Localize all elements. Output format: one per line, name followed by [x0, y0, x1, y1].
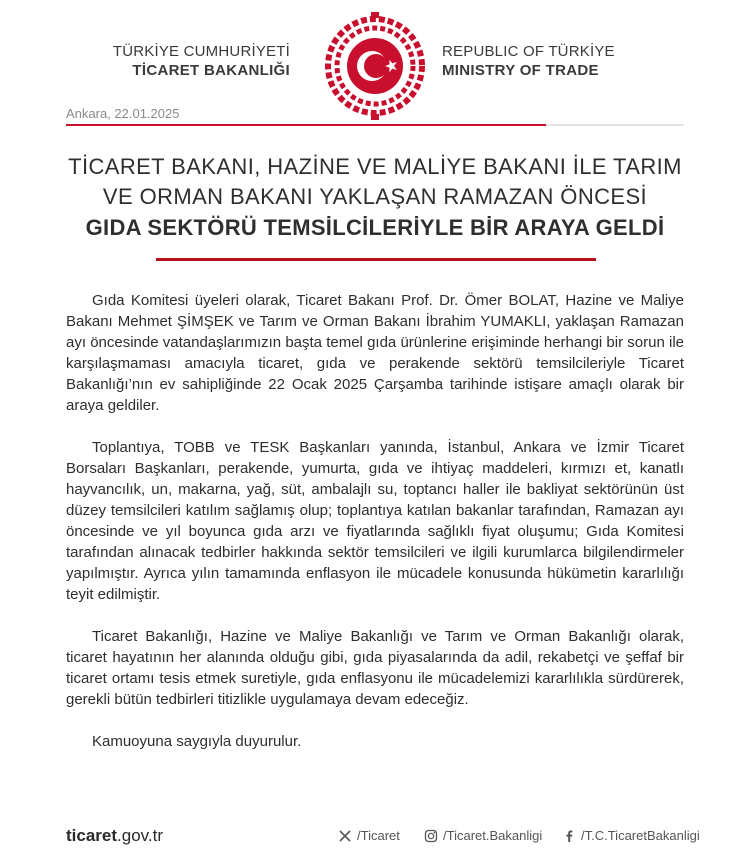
ministry-emblem-icon — [321, 12, 429, 120]
facebook-handle: /T.C.TicaretBakanligi — [581, 828, 700, 843]
facebook-social-link[interactable] — [562, 828, 700, 843]
letterhead — [0, 10, 750, 110]
instagram-icon — [424, 829, 438, 843]
body-paragraph: Toplantıya, TOBB ve TESK Başkanları yanında, İstanbul, Ankara ve İzmir Ticaret Borsaları Başkanları, perakende, yumurta, gıda ve ihtiyaç maddeleri, kırmızı et, kanatlı hayvancılık, un, makarna, yağ, süt, ambalajlı su, toptancı haller ile bakliyat sektörünün üst düzey temsilcileri katılım sağlamış olup; toplantıya katılan bakanlar tarafından, Ramazan ayı öncesinde ve yıl boyunca gıda arzı ve fiyatlarında sağlıklı fiyat oluşumu; Gıda Komitesi tarafından alınacak tedbirler hakkında sektör temsilcileri ve ilgili kurumlarca bilgilendirmeler yapılmıştır. Ayrıca yılın tamamında enflasyon ile mücadele konusunda hükümetin kararlılığı teyit edilmiştir. — [66, 439, 684, 603]
title-line-3: GIDA SEKTÖRÜ TEMSİLCİLERİYLE BİR ARAYA GELDİ — [85, 215, 665, 240]
ministry-name-en: MINISTRY OF TRADE — [442, 62, 599, 79]
x-social-link[interactable] — [338, 828, 400, 843]
website-domain-rest: .gov.tr — [117, 826, 164, 845]
press-release-body — [66, 290, 684, 752]
website-link[interactable] — [66, 826, 163, 846]
title-line-2: VE ORMAN BAKANI YAKLAŞAN RAMAZAN ÖNCESİ — [102, 184, 648, 209]
instagram-handle: /Ticaret.Bakanligi — [443, 828, 543, 843]
x-icon — [338, 829, 352, 843]
footer — [0, 826, 750, 856]
body-paragraph: Ticaret Bakanlığı, Hazine ve Maliye Bakanlığı ve Tarım ve Orman Bakanlığı olarak, ticaret hayatının her alanında olduğu gibi, gıda piyasalarında da adil, rekabetçi ve şeffaf bir ticaret ortamı tesis etmek suretiyle, gıda enflasyonu ile mücadelemizi kararlılıkla sürdürerek, gerekli bütün tedbirleri titizlikle uygulamaya devam edeceğiz. — [66, 628, 684, 708]
republic-name-en: REPUBLIC OF TÜRKİYE — [442, 43, 615, 60]
title-divider — [156, 258, 596, 261]
header-divider-accent — [66, 124, 546, 126]
release-date: Ankara, 22.01.2025 — [66, 106, 180, 121]
facebook-icon — [562, 829, 576, 843]
x-handle: /Ticaret — [357, 828, 400, 843]
header-divider — [66, 124, 684, 126]
ministry-name-tr: TİCARET BAKANLIĞI — [132, 62, 290, 79]
body-paragraph: Gıda Komitesi üyeleri olarak, Ticaret Bakanı Prof. Dr. Ömer BOLAT, Hazine ve Maliye Bakanı Mehmet ŞİMŞEK ve Tarım ve Orman Bakanı İbrahim YUMAKLI, yaklaşan Ramazan ayı öncesinde vatandaşlarımızın başta temel gıda ürünlerine erişiminde herhangi bir sorun ile karşılaşmaması amacıyla ticaret, gıda ve perakende sektörü temsilcileriyle Ticaret Bakanlığı’nın ev sahipliğinde 22 Ocak 2025 Çarşamba tarihinde istişare amaçlı olarak bir araya geldiler. — [66, 292, 684, 414]
republic-name-tr: TÜRKİYE CUMHURİYETİ — [112, 43, 290, 60]
letterhead-english — [442, 42, 615, 80]
press-release-title — [40, 152, 710, 244]
title-line-1: TİCARET BAKANI, HAZİNE VE MALİYE BAKANI İLE TARIM — [68, 154, 682, 179]
closing-line: Kamuoyuna saygıyla duyurulur. — [92, 733, 302, 750]
instagram-social-link[interactable] — [424, 828, 542, 843]
letterhead-turkish — [113, 42, 290, 80]
website-domain-bold: ticaret — [66, 826, 118, 845]
